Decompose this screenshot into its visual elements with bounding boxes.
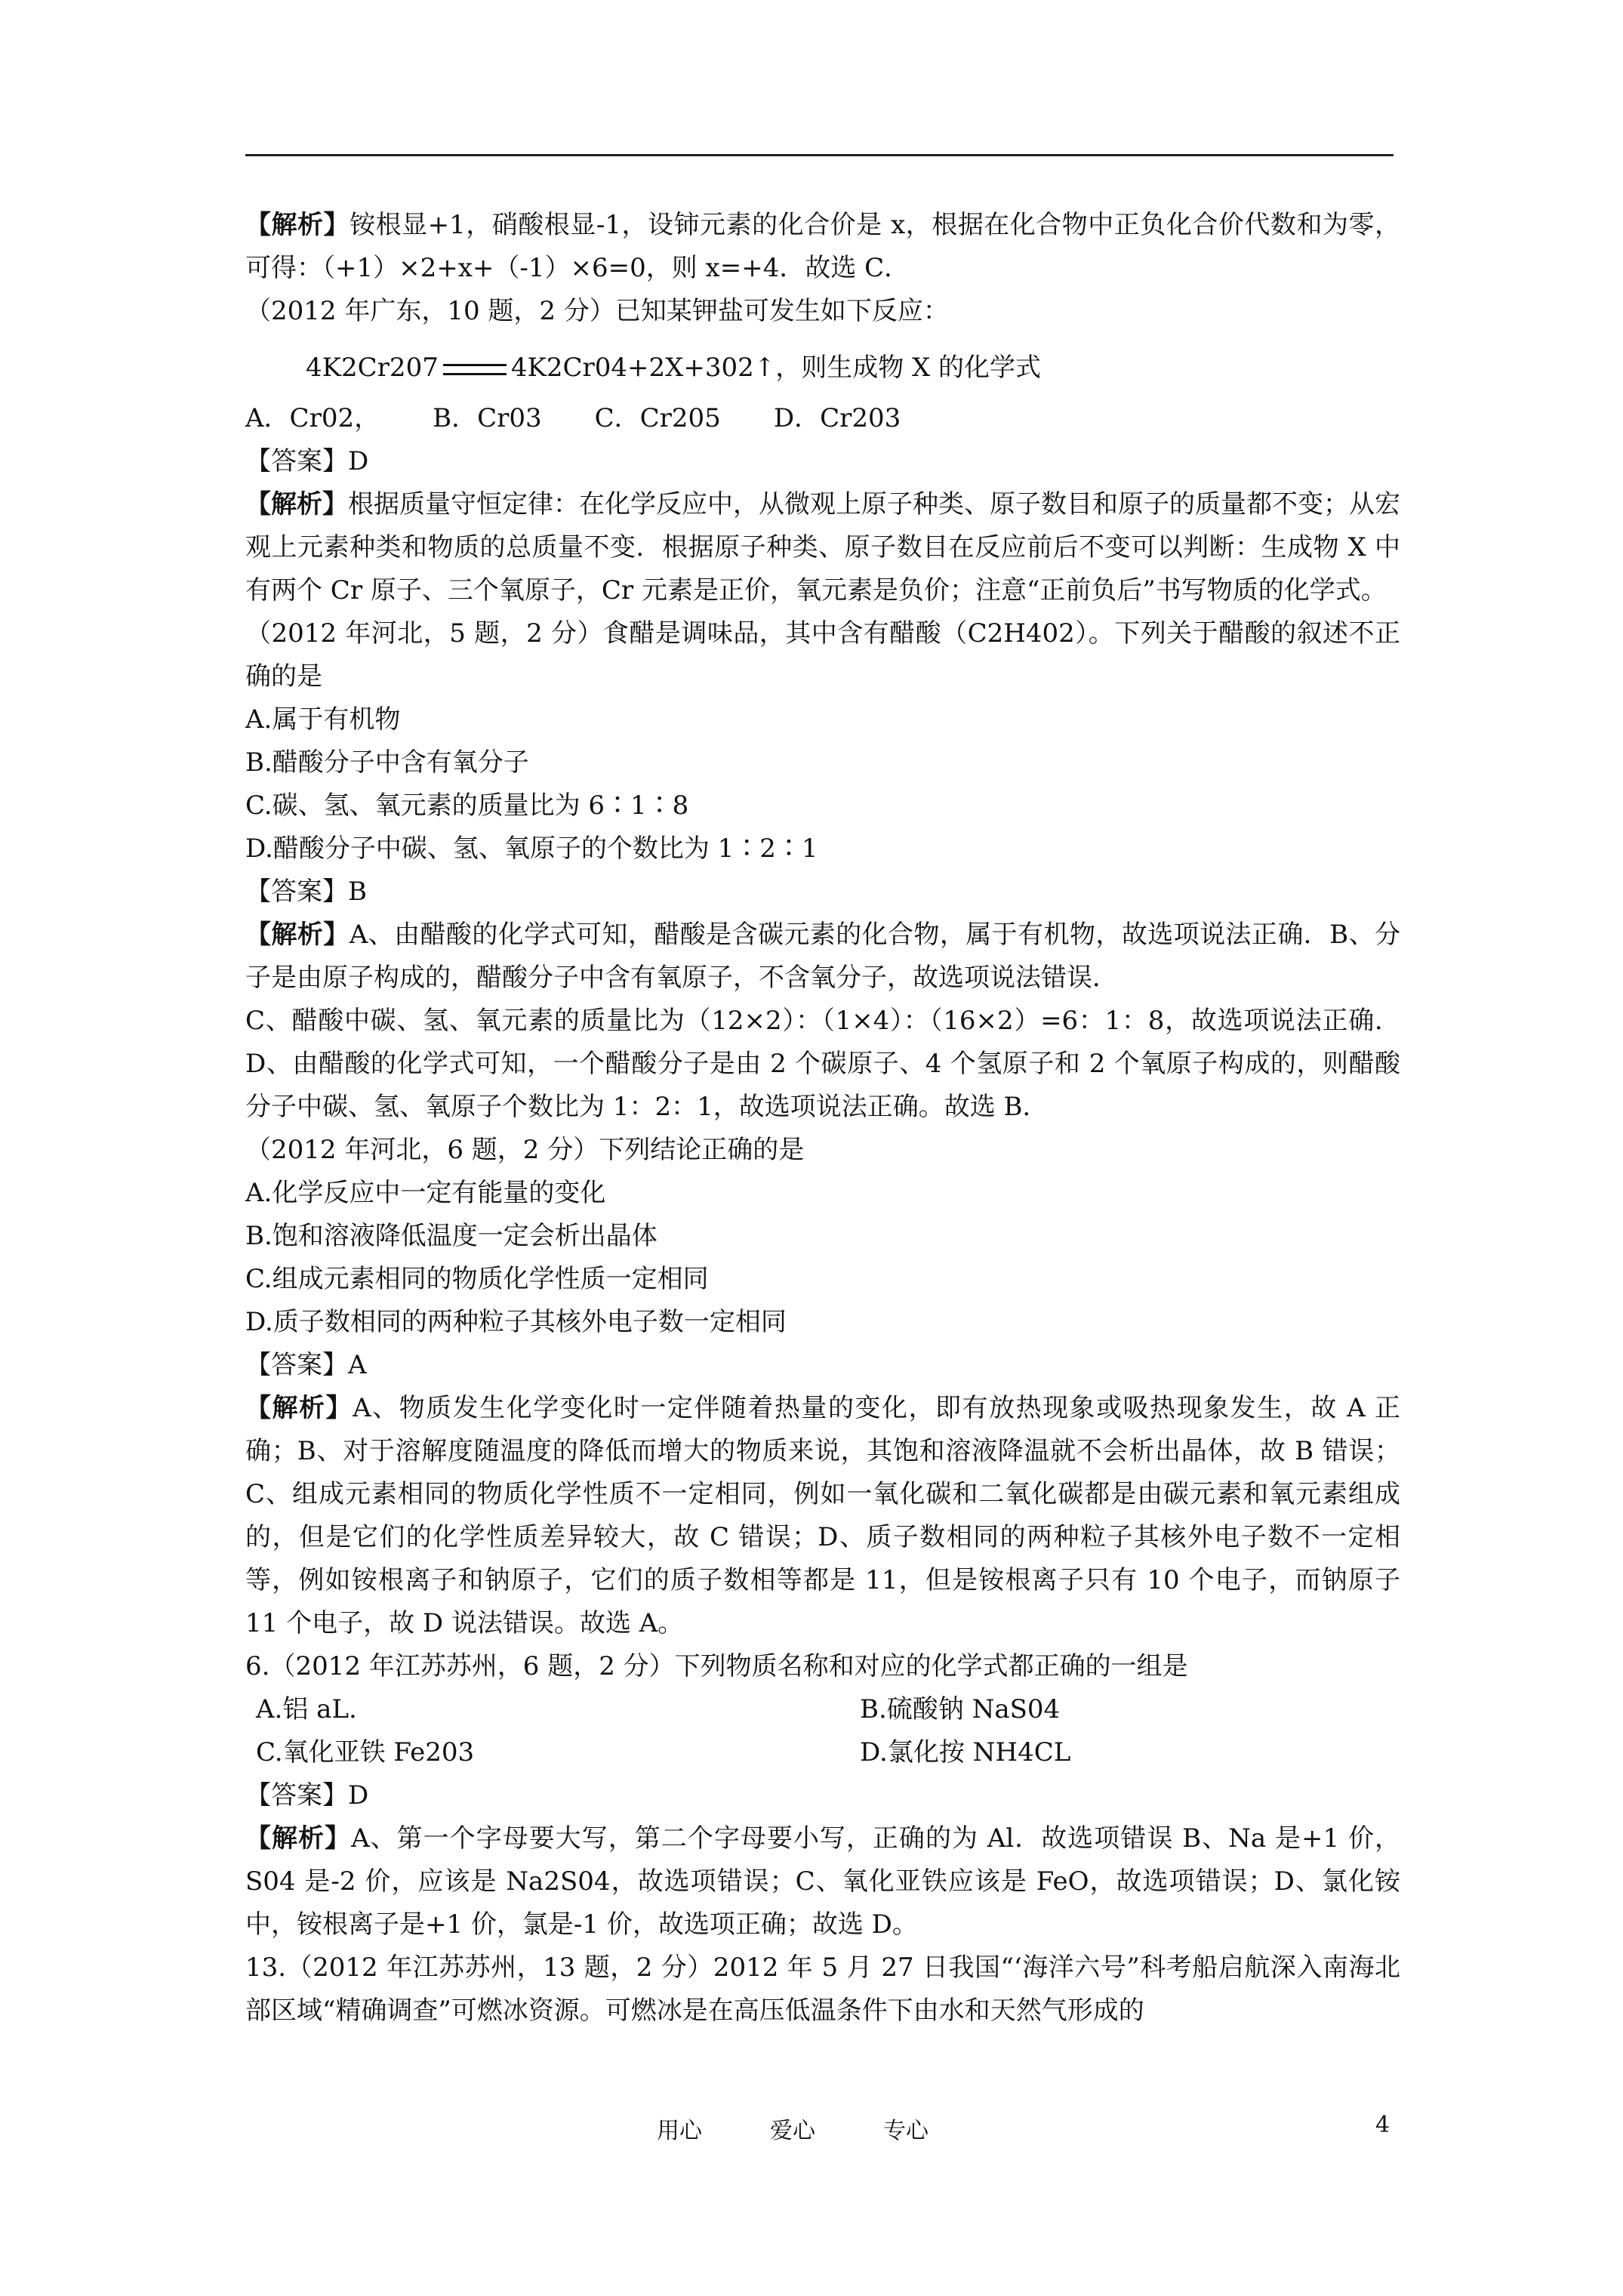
footer-motto-3: 专心 <box>883 2118 929 2144</box>
text-line: A.属于有机物 <box>245 704 401 735</box>
header-rule <box>245 154 1394 156</box>
text-line: 【答案】B <box>245 877 367 907</box>
answer-option: B．Cr03 <box>433 403 542 433</box>
paragraph <box>245 1946 1400 2032</box>
paragraph <box>245 612 1400 698</box>
paragraph-text: （2012 年河北，5 题，2 分）食醋是调味品，其中含有醋酸（C2H402）。下列关于醋酸的叙述不正确的是 <box>245 618 1400 692</box>
text-line: C.组成元素相同的物质化学性质一定相同 <box>245 1264 709 1294</box>
footer-mottos <box>657 2112 929 2145</box>
text-line: B.饱和溶液降低温度一定会析出晶体 <box>245 1221 658 1251</box>
answer-option: C．Cr205 <box>594 403 721 433</box>
paragraph-text: A、第一个字母要大写，第二个字母要小写，正确的为 Al．故选项错误 B、Na 是+1 价，S04 是-2 价，应该是 Na2S04，故选项错误；C、氧化亚铁应该是 FeO，故选项错误；D、氯化铵中，铵根离子是+1 价，氯是-1 价，故选项正确；故选 D。 <box>245 1823 1400 1940</box>
answer-options <box>245 397 1400 440</box>
text-line: C.碳、氢、氧元素的质量比为 6∶1∶8 <box>245 791 689 821</box>
answer-option: B.硫酸钠 NaS04 <box>860 1694 1061 1724</box>
paragraph-text: A、由醋酸的化学式可知，醋酸是含碳元素的化合物，属于有机物，故选项说法正确．B、分子是由原子构成的，醋酸分子中含有氧原子，不含氧分子，故选项说法错误． <box>245 920 1400 993</box>
paragraph <box>245 204 1400 290</box>
section-tag: 【解析】 <box>245 210 350 240</box>
text-line: （2012 年广东，10 题，2 分）已知某钾盐可发生如下反应： <box>245 296 949 326</box>
answer-option: D．Cr203 <box>773 403 901 433</box>
equals-sign-icon <box>443 364 507 375</box>
paragraph <box>245 483 1400 612</box>
text-line: D.醋酸分子中碳、氢、氧原子的个数比为 1∶2∶1 <box>245 834 818 864</box>
paragraph-text: 铵根显+1，硝酸根显-1，设铈元素的化合价是 x，根据在化合物中正负化合价代数和为零，可得：（+1）×2+x+（-1）×6=0，则 x=+4．故选 C． <box>245 210 1400 283</box>
footer-motto-2: 爱心 <box>770 2118 815 2144</box>
answer-option: D.氯化按 NH4CL <box>860 1737 1071 1767</box>
paragraph-text: 根据质量守恒定律：在化学反应中，从微观上原子种类、原子数目和原子的质量都不变；从宏观上元素种类和物质的总质量不变．根据原子种类、原子数目在反应前后不变可以判断：生成物 X 中有两个 Cr 原子、三个氧原子，Cr 元素是正价，氧元素是负价；注意“正前负后”书写物质的化学式。 <box>245 489 1400 606</box>
footer-motto-1: 用心 <box>657 2118 702 2144</box>
text-line: A.化学反应中一定有能量的变化 <box>245 1178 606 1208</box>
paragraph <box>245 1817 1400 1946</box>
section-tag: 【解析】 <box>245 1823 352 1854</box>
paragraph-text: 13.（2012 年江苏苏州，13 题，2 分）2012 年 5 月 27 日我国“‘海洋六号”科考船启航深入南海北部区域“精确调查”可燃冰资源。可燃冰是在高压低温条件下由水和天然气形成的 <box>245 1952 1400 2026</box>
section-tag: 【解析】 <box>245 920 350 950</box>
text-line: 6.（2012 年江苏苏州，6 题，2 分）下列物质名称和对应的化学式都正确的一组是 <box>245 1651 1188 1681</box>
paragraph-text: C、醋酸中碳、氢、氧元素的质量比为（12×2）：（1×4）：（16×2）=6：1：8，故选项说法正确．D、由醋酸的化学式可知，一个醋酸分子是由 2 个碳原子、4 个氢原子和 2 个氧原子构成的，则醋酸分子中碳、氢、氧原子个数比为 1：2：1，故选项说法正确。故选 B． <box>245 1006 1400 1122</box>
page-footer <box>0 2112 1623 2150</box>
equation-products: 4K2Cr04+2X+302↑，则生成物 X 的化学式 <box>510 353 1042 383</box>
text-line: 【答案】A <box>245 1350 367 1380</box>
page-number: 4 <box>1375 2112 1390 2138</box>
section-tag: 【解析】 <box>245 1393 353 1423</box>
text-line: B.醋酸分子中含有氧分子 <box>245 747 529 778</box>
paragraph <box>245 1000 1400 1129</box>
answer-options <box>245 1688 1400 1774</box>
document-body <box>245 204 1400 2032</box>
chemical-equation <box>306 347 1400 390</box>
text-line: 【答案】D <box>245 446 369 476</box>
paragraph-text: A、物质发生化学变化时一定伴随着热量的变化，即有放热现象或吸热现象发生，故 A 正确；B、对于溶解度随温度的降低而增大的物质来说，其饱和溶液降温就不会析出晶体，故 B 错误；C、组成元素相同的物质化学性质不一定相同，例如一氧化碳和二氧化碳都是由碳元素和氧元素组成的，但是它们的化学性质差异较大，故 C 错误；D、质子数相同的两种粒子其核外电子数不一定相等，例如铵根离子和钠原子，它们的质子数相等都是 11，但是铵根离子只有 10 个电子，而钠原子 11 个电子，故 D 说法错误。故选 A。 <box>245 1393 1400 1638</box>
section-tag: 【解析】 <box>245 489 348 519</box>
answer-option: A．Cr02， <box>245 403 380 433</box>
paragraph <box>245 1387 1400 1645</box>
answer-option: A.铝 aL. <box>256 1694 357 1724</box>
equation-reactants: 4K2Cr207 <box>306 353 439 383</box>
text-line: 【答案】D <box>245 1780 369 1811</box>
text-line: （2012 年河北，6 题，2 分）下列结论正确的是 <box>245 1135 805 1165</box>
paragraph <box>245 914 1400 1000</box>
answer-option: C.氧化亚铁 Fe203 <box>256 1737 475 1767</box>
text-line: D.质子数相同的两种粒子其核外电子数一定相同 <box>245 1307 787 1337</box>
